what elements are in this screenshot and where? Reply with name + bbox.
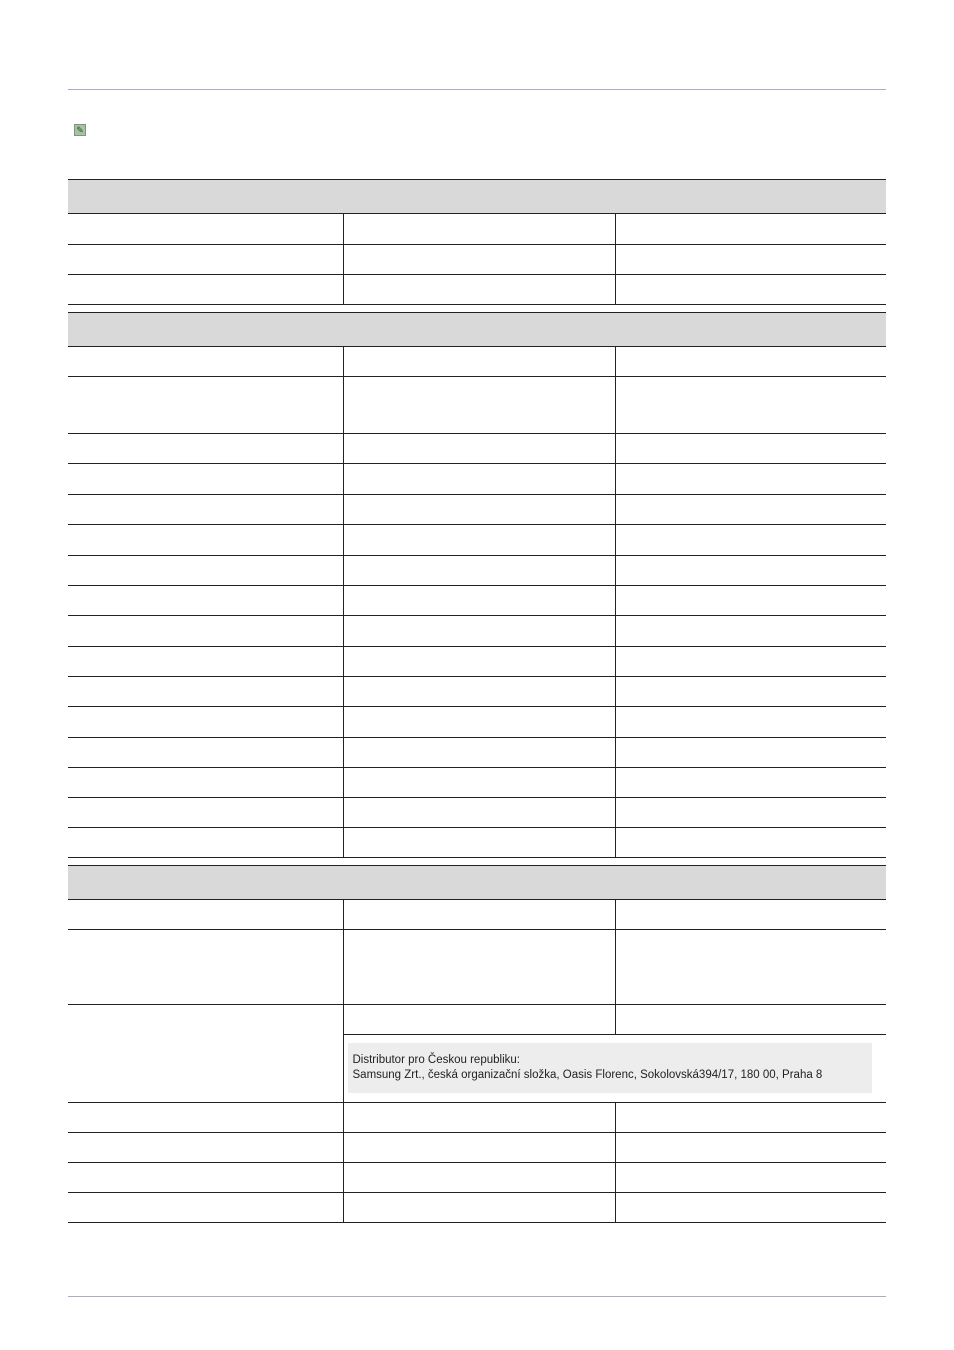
table-row xyxy=(68,1133,886,1163)
table-row xyxy=(68,768,886,798)
table-row xyxy=(68,1163,886,1193)
table-row xyxy=(68,1193,886,1223)
table-row xyxy=(68,214,886,245)
table-row xyxy=(68,738,886,768)
distributor-note xyxy=(348,1043,873,1093)
table-row xyxy=(68,347,886,377)
table-row xyxy=(68,434,886,464)
table-row xyxy=(68,275,886,305)
table-row xyxy=(68,377,886,434)
table-row xyxy=(68,586,886,616)
table-row xyxy=(68,677,886,707)
table-row xyxy=(68,798,886,828)
table-row xyxy=(68,707,886,738)
header-rule xyxy=(68,89,886,90)
table-row xyxy=(68,1005,886,1035)
footer-rule xyxy=(68,1296,886,1297)
section-header-2 xyxy=(68,313,886,347)
table-row xyxy=(68,647,886,677)
table-row xyxy=(68,1103,886,1133)
distributor-address: Samsung Zrt., česká organizační složka, Oasis Florenc, Sokolovská394/17, 180 00, Praha 8 xyxy=(352,1069,823,1081)
table-row xyxy=(68,556,886,586)
section-header-3 xyxy=(68,866,886,900)
distributor-title: Distributor pro Českou republiku: xyxy=(352,1054,520,1066)
table-row xyxy=(68,900,886,930)
table-row xyxy=(68,245,886,275)
table-row xyxy=(68,495,886,525)
table-row xyxy=(68,616,886,647)
table-row xyxy=(68,828,886,858)
table-row xyxy=(68,464,886,495)
table-row xyxy=(68,930,886,1005)
table-row xyxy=(68,525,886,556)
note-pencil-icon: ✎ xyxy=(74,124,86,136)
section-header-1 xyxy=(68,180,886,214)
contact-table xyxy=(68,179,886,1223)
